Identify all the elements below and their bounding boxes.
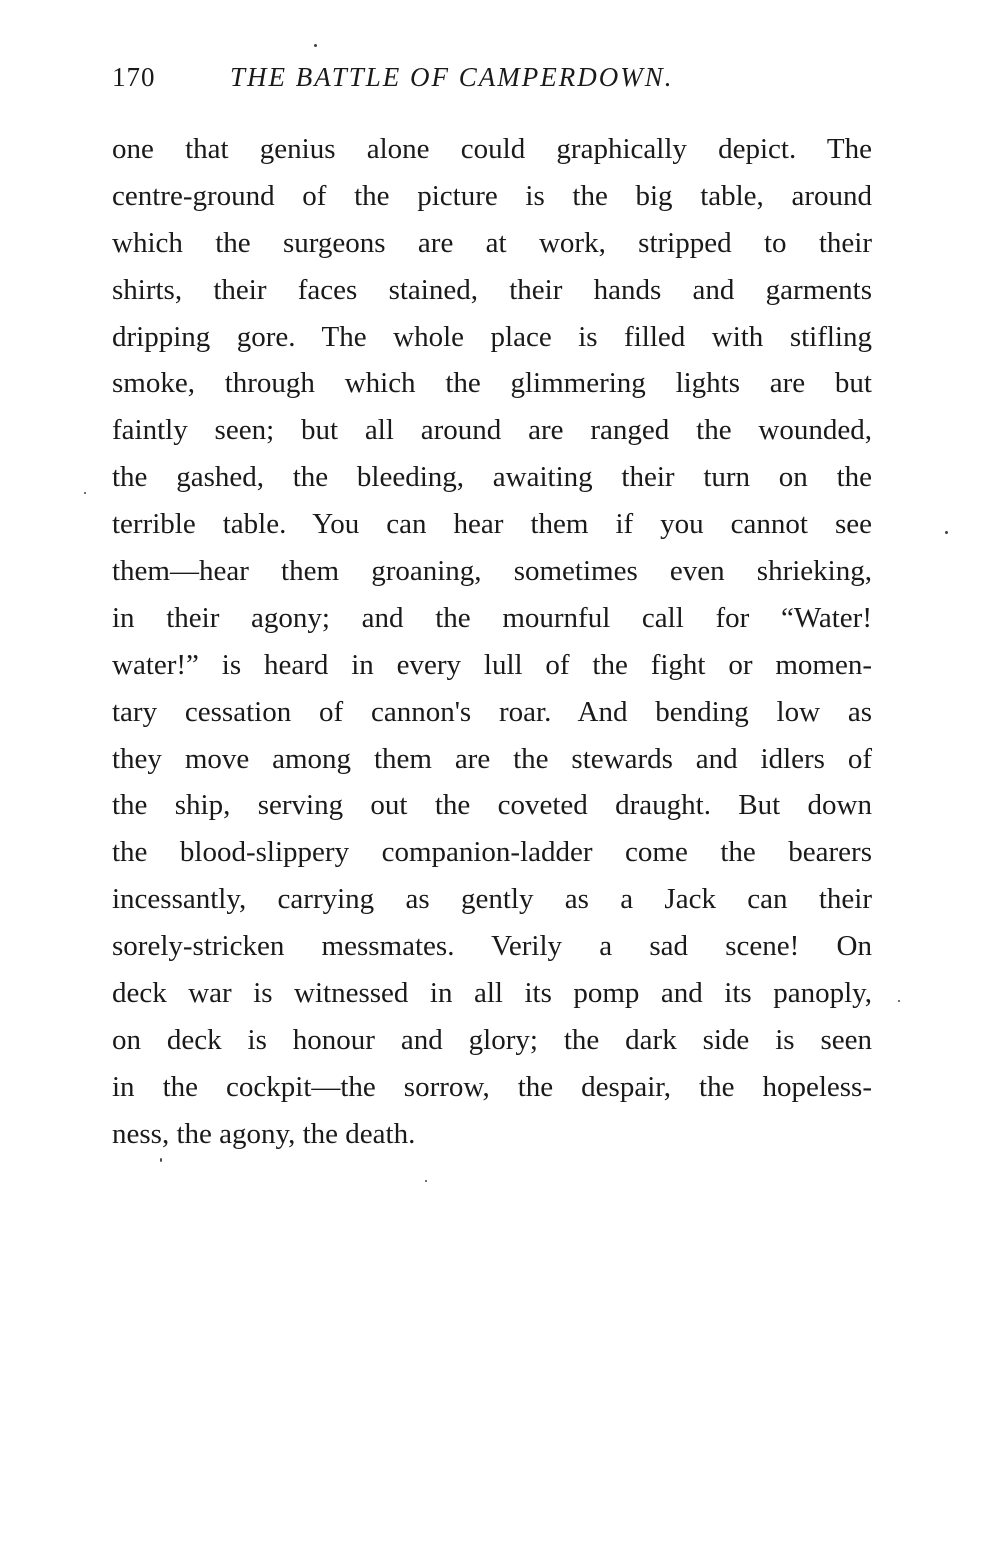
text-line: water!” is heard in every lull of the fight or momen-	[112, 648, 872, 681]
text-line: which the surgeons are at work, stripped to their	[112, 226, 872, 259]
text-line: centre-ground of the picture is the big table, around	[112, 179, 872, 212]
text-line: terrible table. You can hear them if you cannot see	[112, 508, 872, 541]
text-line: the gashed, the bleeding, awaiting their turn on the	[112, 461, 872, 494]
scan-speck	[160, 1158, 162, 1162]
text-line: tary cessation of cannon's roar. And bending low as	[112, 695, 872, 728]
running-head: THE BATTLE OF CAMPERDOWN.	[230, 62, 674, 92]
text-line: the blood-slippery companion-ladder come the bearers	[112, 836, 872, 869]
page-number: 170	[112, 62, 156, 92]
text-line: incessantly, carrying as gently as a Jack can their	[112, 883, 872, 916]
text-line: dripping gore. The whole place is filled with stifling	[112, 320, 872, 353]
text-line: smoke, through which the glimmering lights are but	[112, 367, 872, 400]
scan-speck	[898, 1000, 900, 1002]
scan-speck	[84, 492, 86, 494]
text-line: ness, the agony, the death.	[112, 1117, 416, 1150]
text-line: in the cockpit—the sorrow, the despair, the hopeless-	[112, 1070, 872, 1103]
scan-speck	[425, 1180, 427, 1182]
text-line: faintly seen; but all around are ranged the wounded,	[112, 414, 872, 447]
text-line: in their agony; and the mournful call for “Water!	[112, 601, 872, 634]
text-line: deck war is witnessed in all its pomp and its panoply,	[112, 977, 872, 1010]
text-line: on deck is honour and glory; the dark side is seen	[112, 1023, 872, 1056]
body-text	[112, 126, 872, 1158]
text-line: shirts, their faces stained, their hands and garments	[112, 273, 872, 306]
text-line: one that genius alone could graphically depict. The	[112, 133, 872, 165]
scan-speck	[314, 44, 317, 47]
scan-speck	[945, 531, 948, 534]
text-line: they move among them are the stewards and idlers of	[112, 742, 872, 775]
text-line: them—hear them groaning, sometimes even shrieking,	[112, 555, 872, 588]
text-line: sorely-stricken messmates. Verily a sad scene! On	[112, 930, 872, 963]
text-line: the ship, serving out the coveted draught. But down	[112, 789, 872, 822]
page-header	[112, 62, 872, 102]
